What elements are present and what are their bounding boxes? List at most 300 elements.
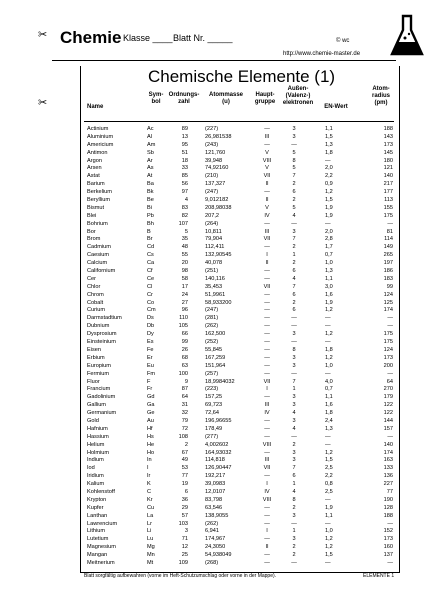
en-value: 0,9 — [325, 181, 333, 188]
element-symbol: Ga — [147, 402, 155, 409]
en-value: 2,0 — [325, 228, 333, 235]
element-name: Brom — [87, 236, 101, 243]
element-name: Erbium — [87, 354, 105, 361]
en-value: 1,9 — [325, 204, 333, 211]
valence-electrons: — — [291, 315, 297, 322]
element-symbol: Li — [147, 528, 152, 535]
atomic-mass: 114,818 — [205, 457, 225, 464]
atomic-number: 71 — [181, 536, 188, 543]
en-value: 2,0 — [325, 165, 333, 172]
atomic-mass: 138,9055 — [205, 512, 229, 519]
atomic-number: 89 — [181, 126, 188, 132]
atomic-radius: 124 — [383, 346, 393, 353]
main-group: VIII — [262, 496, 272, 503]
atomic-mass: 112,411 — [205, 244, 225, 251]
atomic-radius: 149 — [383, 244, 393, 251]
main-group: I — [266, 386, 268, 393]
atomic-number: 99 — [181, 339, 188, 346]
atomic-radius: 175 — [383, 212, 393, 219]
brand-title: Chemie — [60, 28, 122, 47]
en-value: — — [325, 520, 331, 527]
table-row — [0, 189, 430, 197]
table-row — [0, 418, 430, 426]
atomic-mass: 58,933200 — [205, 299, 232, 306]
atomic-number: 96 — [181, 307, 188, 314]
table-row — [0, 442, 430, 450]
atomic-radius: 113 — [384, 197, 393, 204]
atomic-mass: 55,845 — [205, 346, 223, 353]
main-group: — — [264, 291, 270, 298]
atomic-radius: 188 — [383, 512, 393, 519]
table-row — [0, 244, 430, 252]
en-value: 0,7 — [325, 386, 333, 393]
main-group: I — [266, 528, 268, 535]
atomic-mass: 63,546 — [205, 504, 223, 511]
main-group: — — [264, 473, 270, 480]
table-row — [0, 371, 430, 379]
element-symbol: Au — [147, 417, 154, 424]
element-symbol: K — [147, 481, 151, 488]
element-symbol: Cm — [147, 307, 156, 314]
atomic-mass: 10,811 — [205, 228, 222, 235]
element-name: Antimon — [87, 149, 108, 156]
valence-electrons: 7 — [292, 236, 296, 243]
atomic-number: 105 — [178, 323, 188, 330]
atomic-radius: 64 — [386, 378, 393, 385]
element-symbol: As — [147, 165, 154, 172]
main-group: — — [264, 417, 270, 424]
main-group: VIII — [262, 441, 272, 448]
en-value: 1,8 — [325, 346, 333, 353]
en-value: 1,3 — [325, 141, 333, 148]
atomic-mass: 18,9984032 — [205, 378, 235, 385]
main-group: IV — [264, 212, 270, 219]
atomic-number: 108 — [178, 433, 188, 440]
atomic-number: 6 — [184, 488, 188, 495]
main-group: — — [264, 394, 270, 401]
valence-electrons: 3 — [292, 394, 296, 401]
atomic-number: 55 — [181, 252, 188, 259]
atomic-number: 32 — [181, 410, 188, 417]
valence-electrons: 4 — [292, 410, 296, 417]
element-symbol: Fr — [147, 386, 153, 393]
element-name: Chlor — [87, 283, 101, 290]
main-group: III — [264, 133, 270, 140]
element-symbol: Fm — [147, 370, 156, 377]
valence-electrons: — — [291, 370, 297, 377]
en-value: 1,1 — [325, 512, 333, 519]
en-value: 1,3 — [325, 425, 333, 432]
atomic-number: 51 — [181, 149, 188, 156]
element-symbol: F — [147, 378, 151, 385]
atomic-radius: 188 — [383, 126, 393, 132]
atomic-number: 18 — [181, 157, 188, 164]
en-value: — — [325, 157, 331, 164]
en-value: 1,5 — [325, 197, 333, 204]
element-symbol: Cr — [147, 291, 153, 298]
atomic-mass: 174,967 — [205, 536, 226, 543]
element-name: Actinium — [87, 126, 109, 132]
page-title: Chemische Elemente (1) — [148, 67, 336, 86]
valence-electrons: — — [291, 339, 297, 346]
main-group: — — [264, 299, 270, 306]
atomic-mass: (223) — [205, 386, 219, 393]
atomic-mass: 121,760 — [205, 149, 226, 156]
table-row — [0, 513, 430, 521]
copyright-note: © wc — [336, 38, 350, 44]
atomic-mass: 74,92160 — [205, 165, 229, 172]
element-name: Argon — [87, 157, 102, 164]
valence-electrons: 6 — [292, 307, 296, 314]
valence-electrons: 6 — [292, 473, 296, 480]
atomic-number: 12 — [181, 544, 188, 551]
element-symbol: Mt — [147, 559, 154, 566]
en-value: 1,2 — [325, 354, 333, 361]
en-value: 1,8 — [325, 149, 333, 156]
main-group: VIII — [262, 157, 272, 164]
en-value: 1,2 — [325, 331, 333, 338]
table-row — [0, 521, 430, 529]
atomic-number: 66 — [181, 331, 188, 338]
atomic-radius: 133 — [383, 465, 393, 472]
valence-electrons: 5 — [292, 149, 296, 156]
atomic-mass: 9,012182 — [205, 197, 229, 204]
table-row — [0, 528, 430, 536]
valence-electrons: 3 — [292, 362, 296, 369]
element-symbol: Cs — [147, 252, 154, 259]
element-name: Caesium — [87, 252, 110, 259]
atomic-mass: 54,938049 — [205, 552, 232, 559]
atomic-number: 9 — [184, 378, 188, 385]
table-row — [0, 450, 430, 458]
atomic-radius: — — [387, 433, 393, 440]
table-row — [0, 434, 430, 442]
element-symbol: Kr — [147, 496, 153, 503]
en-value: 1,0 — [325, 260, 333, 267]
element-name: Californium — [87, 268, 116, 275]
atomic-mass: 126,90447 — [205, 465, 232, 472]
table-row — [0, 221, 430, 229]
table-row — [0, 544, 430, 552]
en-value: — — [325, 559, 331, 566]
element-name: Gadolinium — [87, 394, 116, 401]
atomic-mass: 12,0107 — [205, 488, 226, 495]
en-value: — — [325, 496, 331, 503]
en-value: 1,6 — [325, 291, 333, 298]
atomic-mass: 167,259 — [205, 354, 226, 361]
table-row — [0, 315, 430, 323]
element-symbol: Br — [147, 236, 153, 243]
atomic-mass: 207,2 — [205, 212, 219, 219]
atomic-radius: 136 — [383, 473, 393, 480]
main-group: II — [265, 197, 269, 204]
en-value: 1,0 — [325, 362, 333, 369]
table-row — [0, 165, 430, 173]
atomic-mass: 39,0983 — [205, 481, 226, 488]
element-symbol: Al — [147, 133, 152, 140]
main-group: V — [265, 204, 269, 211]
valence-electrons: 7 — [292, 173, 296, 180]
scissors-icon: ✂ — [38, 29, 48, 41]
atomic-mass: 208,98038 — [205, 204, 232, 211]
valence-electrons: 2 — [292, 441, 296, 448]
valence-electrons: 3 — [292, 228, 296, 235]
element-symbol: Lu — [147, 536, 154, 543]
main-group: VII — [263, 236, 271, 243]
valence-electrons: 2 — [292, 299, 296, 306]
table-row — [0, 236, 430, 244]
table-row — [0, 552, 430, 560]
atomic-radius: 122 — [383, 410, 393, 417]
valence-electrons: 5 — [292, 204, 296, 211]
en-value: 0,7 — [325, 252, 333, 259]
element-symbol: Cu — [147, 504, 155, 511]
atomic-mass: 151,964 — [205, 362, 226, 369]
atomic-number: 107 — [178, 220, 188, 227]
col-header-atomic-mass: Atommasse (u) — [208, 92, 243, 105]
atomic-number: 31 — [181, 402, 188, 409]
en-value: — — [325, 315, 331, 322]
atomic-mass: 26,981538 — [205, 133, 232, 140]
main-group: — — [264, 504, 270, 511]
scissors-icon: ✂ — [38, 97, 48, 109]
atomic-number: 29 — [181, 504, 188, 511]
atomic-number: 49 — [181, 457, 188, 464]
table-row — [0, 126, 430, 134]
valence-electrons: 1 — [292, 386, 296, 393]
atomic-number: 67 — [181, 449, 188, 456]
atomic-number: 100 — [178, 370, 188, 377]
valence-electrons: — — [291, 323, 297, 330]
table-row — [0, 473, 430, 481]
valence-electrons: 6 — [292, 268, 296, 275]
valence-electrons: 2 — [292, 181, 296, 188]
main-group: — — [264, 449, 270, 456]
element-name: Blei — [87, 212, 97, 219]
atomic-mass: (227) — [205, 126, 219, 132]
atomic-mass: (243) — [205, 141, 219, 148]
element-symbol: At — [147, 173, 153, 180]
atomic-radius: 270 — [383, 386, 393, 393]
atomic-radius: 152 — [383, 528, 393, 535]
atomic-mass: 4,002602 — [205, 441, 229, 448]
element-symbol: Lr — [147, 520, 152, 527]
col-header-name: Name — [87, 104, 104, 110]
atomic-mass: 6,941 — [205, 528, 219, 535]
atomic-mass: 72,64 — [205, 410, 219, 417]
col-header-valence-electrons: Außen- (Valenz-) elektronen — [282, 86, 314, 106]
atomic-number: 13 — [181, 133, 188, 140]
element-name: Calcium — [87, 260, 108, 267]
element-name: Lutetium — [87, 536, 109, 543]
atomic-radius: 183 — [383, 275, 393, 282]
element-name: Hafnium — [87, 425, 108, 432]
valence-electrons: 1 — [292, 528, 296, 535]
atomic-radius: 155 — [383, 204, 393, 211]
element-name: Lanthan — [87, 512, 108, 519]
en-value: 2,4 — [325, 417, 333, 424]
en-value: 1,3 — [325, 268, 333, 275]
main-group: III — [264, 228, 270, 235]
main-group: — — [264, 512, 270, 519]
atomic-mass: 39,948 — [205, 157, 223, 164]
en-value: 1,8 — [325, 410, 333, 417]
atomic-radius: — — [387, 559, 393, 566]
atomic-mass: 51,9961 — [205, 291, 226, 298]
element-symbol: Ac — [147, 126, 154, 132]
main-group: — — [264, 331, 270, 338]
en-value: 1,1 — [325, 126, 333, 132]
atomic-mass: 157,25 — [205, 394, 223, 401]
atomic-radius: 186 — [383, 268, 393, 275]
en-value: 2,2 — [325, 173, 333, 180]
en-value: 2,8 — [325, 236, 333, 243]
table-row — [0, 276, 430, 284]
en-value: 4,0 — [325, 378, 333, 385]
element-symbol: Ca — [147, 260, 155, 267]
col-header-atomic-radius: Atom- radius (pm) — [371, 86, 390, 106]
main-group: — — [264, 362, 270, 369]
en-value: 2,5 — [325, 465, 333, 472]
atomic-number: 87 — [181, 386, 188, 393]
en-value: 1,5 — [325, 552, 333, 559]
table-row — [0, 331, 430, 339]
valence-electrons: 6 — [292, 291, 296, 298]
element-name: Bor — [87, 228, 96, 235]
en-value: 1,2 — [325, 536, 333, 543]
klasse-field: Klasse ____ — [123, 33, 173, 43]
table-row — [0, 505, 430, 513]
main-group: V — [265, 149, 269, 156]
valence-electrons: 4 — [292, 275, 296, 282]
valence-electrons: — — [291, 559, 297, 566]
atomic-radius: 227 — [383, 481, 393, 488]
element-name: Francium — [87, 386, 111, 393]
table-row — [0, 489, 430, 497]
atomic-number: 79 — [181, 417, 188, 424]
atomic-mass: 192,217 — [205, 473, 226, 480]
main-group: — — [264, 370, 270, 377]
atomic-number: 19 — [181, 481, 188, 488]
element-name: Holmium — [87, 449, 110, 456]
element-symbol: Hf — [147, 425, 153, 432]
element-name: Dubnium — [87, 323, 110, 330]
atomic-radius: 144 — [383, 417, 393, 424]
flask-icon — [388, 14, 426, 58]
element-name: Cobalt — [87, 299, 104, 306]
element-name: Bismut — [87, 204, 105, 211]
main-group: — — [264, 275, 270, 282]
element-name: Magnesium — [87, 544, 116, 551]
main-group: — — [264, 323, 270, 330]
main-group: III — [264, 402, 270, 409]
main-group: — — [264, 536, 270, 543]
en-value: — — [325, 433, 331, 440]
valence-electrons: 7 — [292, 283, 296, 290]
element-name: Gold — [87, 417, 99, 424]
table-row — [0, 197, 430, 205]
en-value: 3,0 — [325, 283, 333, 290]
atomic-number: 68 — [181, 354, 188, 361]
atomic-number: 109 — [178, 559, 188, 566]
atomic-number: 56 — [181, 181, 188, 188]
main-group: — — [264, 354, 270, 361]
atomic-number: 5 — [184, 228, 188, 235]
table-row — [0, 252, 430, 260]
valence-electrons: 2 — [292, 244, 296, 251]
valence-electrons: 3 — [292, 354, 296, 361]
valence-electrons: 3 — [292, 512, 296, 519]
valence-electrons: 3 — [292, 126, 296, 132]
main-group: — — [264, 244, 270, 251]
en-value: — — [325, 441, 331, 448]
atomic-radius: 122 — [383, 402, 393, 409]
atomic-number: 27 — [181, 299, 188, 306]
table-row — [0, 457, 430, 465]
element-symbol: Sb — [147, 149, 154, 156]
valence-electrons: 3 — [292, 457, 296, 464]
main-group: — — [264, 552, 270, 559]
table-row — [0, 181, 430, 189]
table-row — [0, 347, 430, 355]
main-group: — — [264, 433, 270, 440]
atomic-radius: — — [387, 220, 393, 227]
valence-electrons: 4 — [292, 212, 296, 219]
element-name: Lithium — [87, 528, 106, 535]
valence-electrons: — — [291, 141, 297, 148]
en-value: — — [325, 339, 331, 346]
valence-electrons: 2 — [292, 197, 296, 204]
valence-electrons: 3 — [292, 402, 296, 409]
main-group: — — [264, 425, 270, 432]
element-symbol: I — [147, 465, 149, 472]
en-value: 1,1 — [325, 394, 333, 401]
atomic-radius: 140 — [383, 173, 393, 180]
table-row — [0, 300, 430, 308]
valence-electrons: 3 — [292, 331, 296, 338]
table-row — [0, 142, 430, 150]
atomic-number: 2 — [184, 441, 188, 448]
en-value: 1,9 — [325, 212, 333, 219]
atomic-mass: (251) — [205, 268, 219, 275]
atomic-mass: 69,723 — [205, 402, 223, 409]
valence-electrons: — — [291, 520, 297, 527]
en-value: 1,7 — [325, 244, 333, 251]
atomic-radius: — — [387, 520, 393, 527]
atomic-radius: 121 — [383, 165, 393, 172]
element-symbol: C — [147, 488, 152, 495]
element-symbol: Mn — [147, 552, 155, 559]
valence-electrons: 2 — [292, 552, 296, 559]
atomic-mass: (210) — [205, 173, 219, 180]
main-group: I — [266, 481, 268, 488]
atomic-radius: 114 — [384, 236, 393, 243]
main-group: I — [266, 252, 268, 259]
atomic-radius: — — [387, 370, 393, 377]
main-group: — — [264, 559, 270, 566]
atomic-radius: 173 — [383, 536, 393, 543]
website-url: http://www.chemie-master.de — [283, 51, 361, 57]
element-symbol: Ce — [147, 275, 155, 282]
element-name: Iridium — [87, 473, 104, 480]
atomic-radius: 99 — [386, 283, 393, 290]
main-group: — — [264, 307, 270, 314]
valence-electrons: 8 — [292, 496, 296, 503]
table-row — [0, 307, 430, 315]
main-group: II — [265, 181, 269, 188]
atomic-number: 24 — [181, 291, 188, 298]
valence-electrons: 8 — [292, 157, 296, 164]
